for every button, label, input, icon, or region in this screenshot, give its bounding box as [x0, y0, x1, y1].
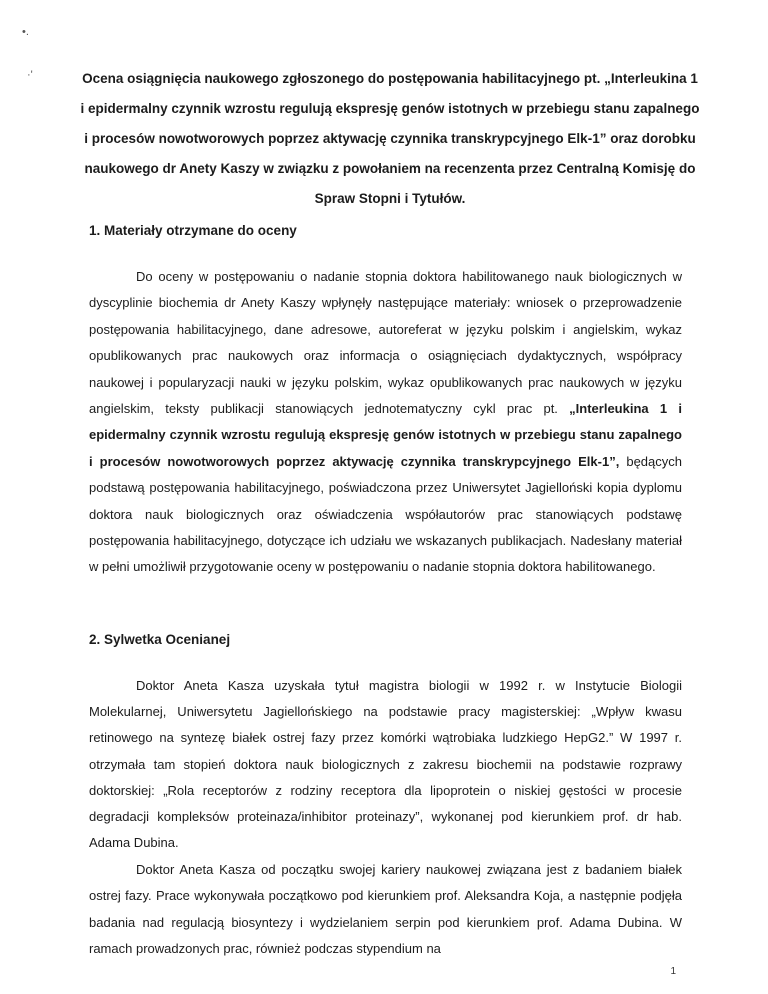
section-2-paragraph-2-text: Doktor Aneta Kasza od początku swojej kariery naukowej związana jest z badaniem białek ostrej fazy. Prace wykonywała początkowo pod kierunkiem prof. Aleksandra Koja, a następnie podjęła badania nad regulacją biosyntezy i wydzielaniem serpin pod kierunkiem prof. Adama Dubina. W ramach prowadzonych prac, również podczas stypendium na [89, 862, 682, 957]
section-1-heading: 1. Materiały otrzymane do oceny [89, 223, 297, 238]
section-1-text-after: będących podstawą postępowania habilitacyjnego, poświadczona przez Uniwersytet Jagielloński kopia dyplomu doktora nauk biologicznych oraz oświadczenia współautorów prac stanowiących podstawę postępowania habilitacyjnego, dotyczące ich udziału we wskazanych publikacjach. Nadesłany materiał w pełni umożliwił przygotowanie oceny w postępowaniu o nadanie stopnia doktora habilitowanego. [89, 453, 682, 575]
page-number: 1 [670, 966, 676, 977]
section-1-text-before: Do oceny w postępowaniu o nadanie stopnia doktora habilitowanego nauk biologicznych w dyscyplinie biochemia dr Anety Kaszy wpłynęły następujące materiały: wniosek o przeprowadzenie postępowania habilitacyjnego, dane adresowe, autoreferat w języku polskim i angielskim, wykaz opublikowanych prac naukowych oraz informacja o osiągnięciach dydaktycznych, współpracy naukowej i popularyzacji nauki w języku polskim, wykaz opublikowanych prac naukowych w języku angielskim, teksty publikacji stanowiących jednotematyczny cykl prac pt. [89, 269, 682, 417]
scan-mark-second: ·' [27, 69, 33, 81]
scan-mark-top: •. [22, 26, 29, 38]
section-2-paragraph-2 [89, 857, 682, 963]
section-2-heading: 2. Sylwetka Ocenianej [89, 632, 231, 647]
section-1-paragraph [89, 264, 682, 581]
section-2-paragraph-1 [89, 673, 682, 856]
document-title: Ocena osiągnięcia naukowego zgłoszonego do postępowania habilitacyjnego pt. „Interleukina 1 i epidermalny czynnik wzrostu regulują ekspresję genów istotnych w przebiegu stanu zapalnego i procesów nowotworowych poprzez aktywację czynnika transkrypcyjnego Elk-1” oraz dorobku naukowego dr Anety Kaszy w związku z powołaniem na recenzenta przez Centralną Komisję do Spraw Stopni i Tytułów. [80, 71, 700, 206]
section-1-bold-title: „Interleukina 1 i epidermalny czynnik wzrostu regulują ekspresję genów istotnych w przebiegu stanu zapalnego i procesów nowotworowych poprzez aktywację czynnika transkrypcyjnego Elk-1”, [89, 401, 682, 469]
section-2-paragraph-1-text: Doktor Aneta Kasza uzyskała tytuł magistra biologii w 1992 r. w Instytucie Biologii Molekularnej, Uniwersytetu Jagiellońskiego na podstawie pracy magisterskiej: „Wpływ kwasu retinowego na syntezę białek ostrej fazy przez komórki wątrobiaka ludzkiego HepG2.” W 1997 r. otrzymała tam stopień doktora nauk biologicznych z zakresu biochemii na podstawie rozprawy doktorskiej: „Rola receptorów z rodziny receptora dla lipoprotein o niskiej gęstości w procesie degradacji kompleksów proteinaza/inhibitor proteinazy”, wykonanej pod kierunkiem prof. dr hab. Adama Dubina. [89, 678, 682, 851]
